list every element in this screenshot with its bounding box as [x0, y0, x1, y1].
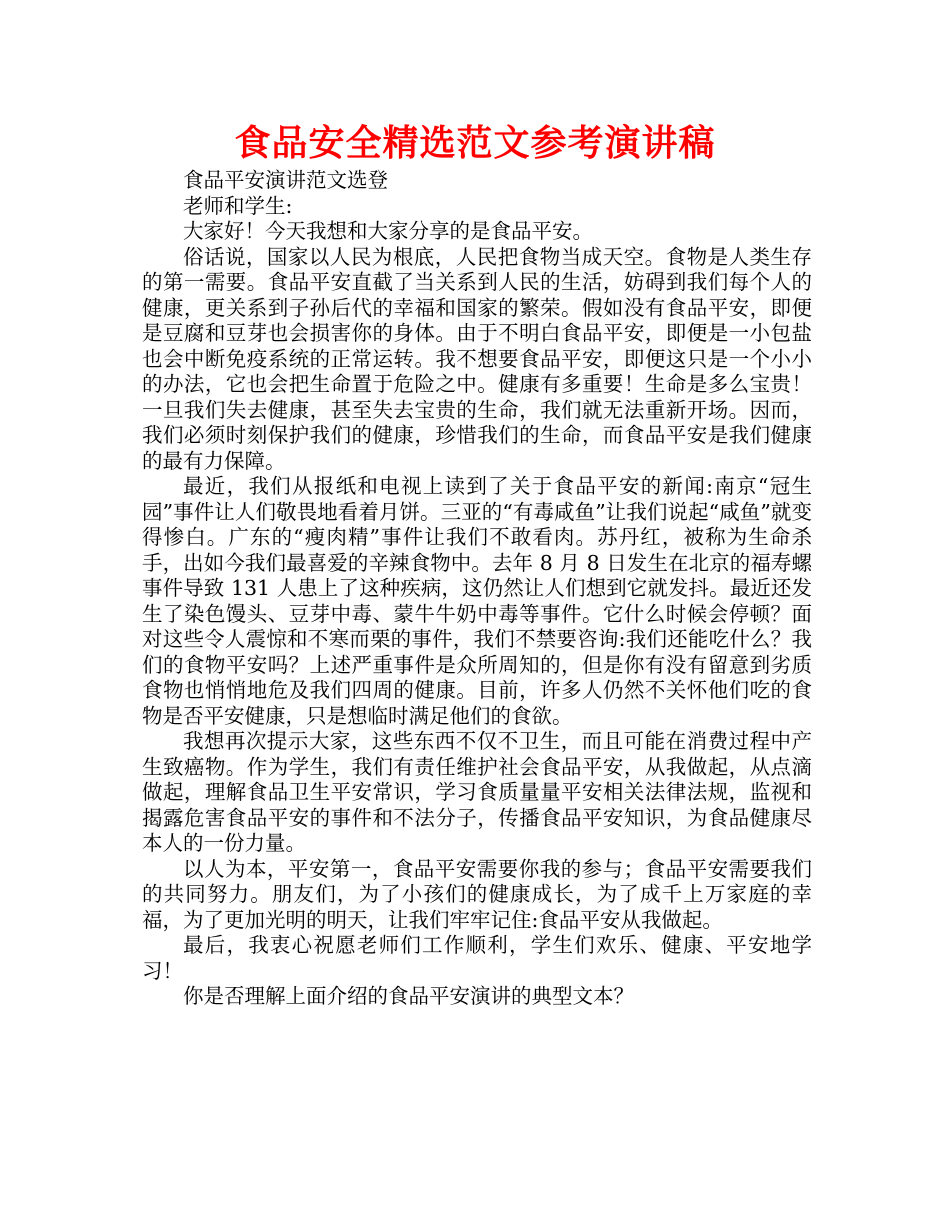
paragraph-subtitle: 食品平安演讲范文选登 — [183, 168, 388, 192]
paragraph-salutation: 老师和学生: — [183, 193, 293, 218]
document-body — [142, 168, 812, 1010]
paragraph-body-4: 以人为本，平安第一，食品平安需要你我的参与；食品平安需要我们的共同努力。朋友们，为了小孩们的健康成长，为了成千上万家庭的幸福，为了更加光明的明天，让我们牢牢记住:食品平安从我做起。 — [142, 856, 812, 932]
paragraph-question: 你是否理解上面介绍的食品平安演讲的典型文本？ — [183, 984, 634, 1008]
document-title: 食品安全精选范文参考演讲稿 — [234, 123, 716, 164]
paragraph-greeting: 大家好！今天我想和大家分享的是食品平安。 — [183, 219, 593, 243]
paragraph-body-3: 我想再次提示大家，这些东西不仅不卫生，而且可能在消费过程中产生致癌物。作为学生，我们有责任维护社会食品平安，从我做起，从点滴做起，理解食品卫生平安常识，学习食质量量平安相关法律法规，监视和揭露危害食品平安的事件和不法分子，传播食品平安知识，为食品健康尽本人的一份力量。 — [142, 729, 812, 855]
paragraph-body-1: 俗话说，国家以人民为根底，人民把食物当成天空。食物是人类生存的第一需要。食品平安直截了当关系到人民的生活，妨碍到我们每个人的健康，更关系到子孙后代的幸福和国家的繁荣。假如没有食品平安，即便是豆腐和豆芽也会损害你的身体。由于不明白食品平安，即便是一小包盐也会中断免疫系统的正常运转。我不想要食品平安，即便这只是一个小小的办法，它也会把生命置于危险之中。健康有多重要！生命是多么宝贵！一旦我们失去健康，甚至失去宝贵的生命，我们就无法重新开场。因而，我们必须时刻保护我们的健康，珍惜我们的生命，而食品平安是我们健康的最有力保障。 — [142, 244, 812, 473]
paragraph-closing: 最后，我衷心祝愿老师们工作顺利，学生们欢乐、健康、平安地学习！ — [142, 933, 812, 983]
paragraph-body-2: 最近，我们从报纸和电视上读到了关于食品平安的新闻:南京“冠生园”事件让人们敬畏地看着月饼。三亚的“有毒咸鱼”让我们说起“咸鱼”就变得惨白。广东的“瘦肉精”事件让我们不敢看肉。苏丹红，被称为生命杀手，出如今我们最喜爱的辛辣食物中。去年 8 月 8 日发生在北京的福寿螺事件导致 131 人患上了这种疾病，这仍然让人们想到它就发抖。最近还发生了染色馒头、豆芽中毒、蒙牛牛奶中毒等事件。它什么时候会停顿？面对这些令人震惊和不寒而栗的事件，我们不禁要咨询:我们还能吃什么？我们的食物平安吗？上述严重事件是众所周知的，但是你有没有留意到劣质食物也悄悄地危及我们四周的健康。目前，许多人仍然不关怀他们吃的食物是否平安健康，只是想临时满足他们的食欲。 — [142, 474, 812, 728]
